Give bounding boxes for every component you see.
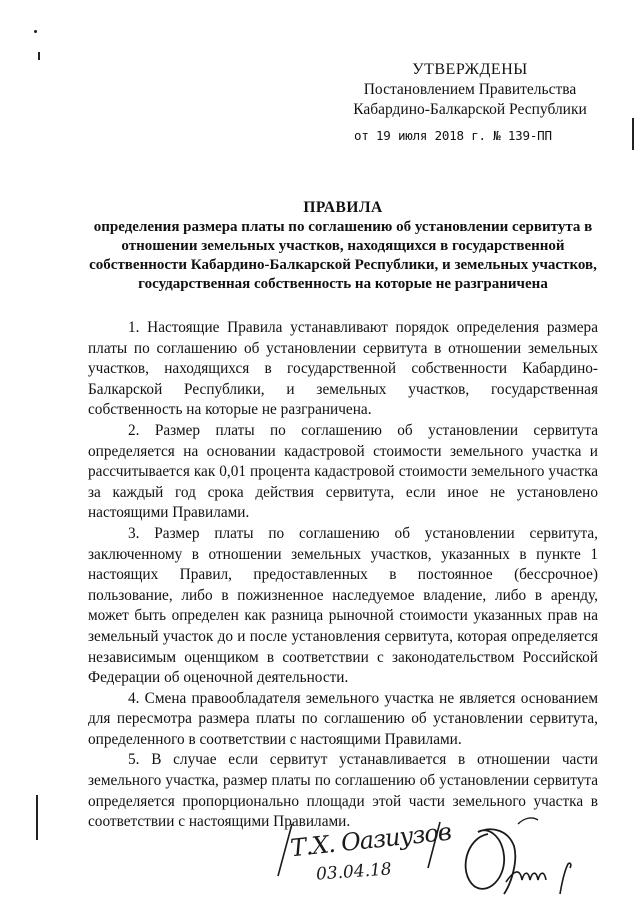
document-title-block	[88, 198, 598, 294]
scan-mark-right-bar	[632, 118, 634, 150]
signature-area	[270, 812, 600, 902]
signature-date: 03.04.18	[315, 859, 393, 885]
paragraph-3: 3. Размер платы по соглашению об установлении сервитута, заключенному в отношении земельных участков, указанных в пункте 1 настоящих Правил, предоставленных в постоянное (бессрочное) пользование, либо в пожизненное наследуемое владение, либо в аренду, может быть определен как разница рыночной стоимости указанных прав на земельный участок до и после установления сервитута, которая определяется независимым оценщиком в соответствии с законодательством Российской Федерации об оценочной деятельности.	[88, 524, 598, 687]
document-body	[88, 318, 598, 833]
paragraph-2: 2. Размер платы по соглашению об установлении сервитута определяется на основании кадастровой стоимости земельного участка и рассчитывается как 0,01 процента кадастровой стоимости земельного участка за каждый год срока действия сервитута, если иное не установлено настоящими Правилами.	[88, 421, 598, 522]
approval-block	[340, 60, 600, 146]
approval-line-1: Постановлением Правительства	[363, 81, 577, 98]
document-title: ПРАВИЛА	[303, 199, 383, 216]
approval-date-line: от 19 июля 2018 г. № 139-ПП	[354, 128, 552, 143]
handwritten-signature	[448, 812, 598, 902]
paragraph-1: 1. Настоящие Правила устанавливают порядок определения размера платы по соглашению об установлении сервитута в отношении земельных участков, находящихся в государственной собственности Кабардино-Балкарской Республики, и земельных участков, государственная собственность на которые не разграничена.	[88, 319, 598, 419]
approval-line-2: Кабардино-Балкарской Республики	[353, 101, 587, 118]
scan-mark-tick	[38, 52, 40, 60]
paragraph-4: 4. Смена правообладателя земельного участка не является основанием для пересмотра размера платы по соглашению об установлении сервитута, определенного в соответствии с настоящими Правилами.	[88, 689, 598, 748]
signature-initials: Т.Х. Оазиузов	[288, 817, 452, 863]
document-subtitle: определения размера платы по соглашению об установлении сервитута в отношении земельных участков, находящихся в государственной собственности Кабардино-Балкарской Республики, и земельных участков, государственная собственность на которые не разграничена	[89, 219, 597, 292]
scan-mark-left-bar	[36, 795, 38, 840]
signature-bracket-right	[420, 818, 450, 878]
paragraph-5: 5. В случае если сервитут устанавливается в отношении части земельного участка, размер платы по соглашению об установлении сервитута определяется пропорционально площади этой части земельного участка в соответствии с настоящими Правилами.	[88, 751, 598, 831]
scan-mark-dot	[34, 30, 37, 33]
approval-heading: УТВЕРЖДЕНЫ	[412, 61, 528, 78]
